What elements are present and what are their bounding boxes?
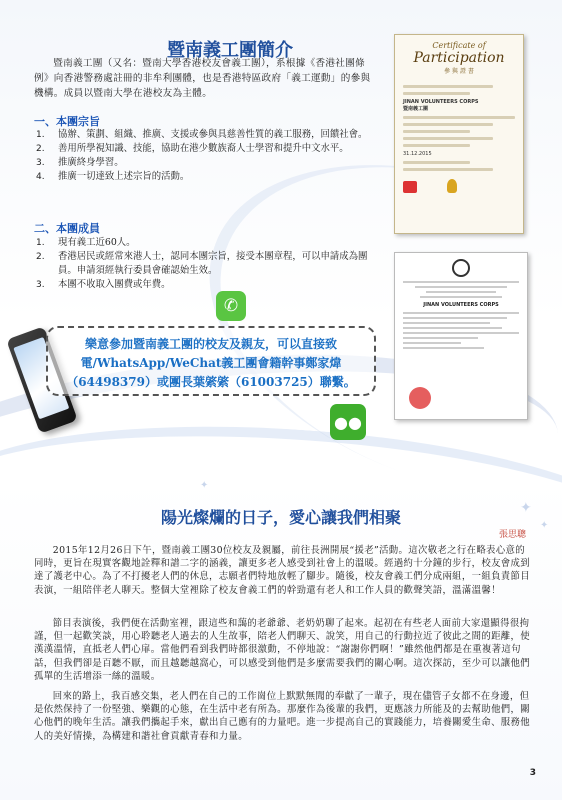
members-list — [36, 236, 382, 292]
contact-box: 樂意參加暨南義工團的校友及親友，可以直接致電/WhatsApp/WeChat義工團會籍幹事鄭家煒（64498379）或團長葉綮綮（61003725）聯繫。 — [46, 326, 376, 396]
list-item: 3. 推廣終身學習。 — [36, 157, 124, 168]
section-heading-aims: 一、本團宗旨 — [34, 115, 100, 128]
police-emblem-icon — [452, 259, 470, 277]
list-item: 1. 現有義工近60人。 — [36, 237, 136, 248]
official-stamp-icon — [409, 387, 431, 409]
article-paragraph: 節目表演後，我們便在活動室裡，跟這些和藹的老爺爺、老奶奶聊了起來。起初在有些老人面前大家還顯得很拘謹，但一起歡笑談，用心聆聽老人過去的人生故事，陪老人們聊天、說笑，用自己的行動拉近了彼此之間的距離，使漢漢溫情，直抵老人們心扉。當他們看到我們時都很激動，不停地說：“謝謝你們啊！”雖然他們都是在重複著這句話，但我們卻是百聽不厭，而且越聽越窩心，可以感受到他們是多麼需要我們的關心啊。這次探訪，至少可以讓他們孤單的生活增添一絲的溫暖。 — [34, 618, 530, 682]
participation-certificate-image: Certificate of Participation 參 與 證 書 JINAN VOLUNTEERS CORPS 暨南義工團 31.12.2015 — [394, 34, 524, 234]
list-item: 1. 協辦、策劃、組織、推廣、支援或參與具慈善性質的義工服務，回饋社會。 — [36, 129, 368, 140]
page-title: 暨南義工團簡介 — [167, 40, 293, 61]
list-item: 3. 本團不收取入團費或年費。 — [36, 279, 171, 290]
registration-certificate-image: JINAN VOLUNTEERS CORPS — [394, 252, 528, 420]
list-item: 2. 香港居民或經常來港人士，認同本團宗旨，接受本團章程，可以申請成為團員。申請須經執行委員會確認始生效。 — [36, 251, 368, 276]
intro-paragraph: 暨南義工團（又名：暨南大學香港校友會義工團），系根據《香港社團條例》向香港警務處註冊的非牟利團體，也是香港特區政府「義工運動」的參與機構。成員以暨南大學在港校友為主體。 — [34, 58, 371, 99]
sparkle-icon: ✦ — [520, 500, 532, 516]
list-item: 2. 善用所學視知識、技能，協助在港少數族裔人士學習和提升中文水平。 — [36, 143, 349, 154]
section-heading-members: 二、本團成員 — [34, 222, 100, 235]
logo-icon — [403, 181, 417, 193]
page-number: 3 — [529, 768, 536, 778]
article-title: 陽光燦爛的日子，愛心讓我們相聚 — [160, 508, 401, 527]
sparkle-icon: ✦ — [200, 480, 209, 491]
sparkle-icon: ✦ — [540, 520, 549, 531]
article-paragraph: 回來的路上，我百感交集，老人們在自己的工作崗位上默默無聞的奉獻了一輩子，現在儘管子女都不在身邊，但是依然保持了一份堅強、樂觀的心態，在生活中老有所為。那麼作為後輩的我們，更應該力所能及的去幫助他們，關心他們的晚年生活。讓我們攜起手來，獻出自己應有的力量吧。進一步提高自己的實踐能力，培養關愛生命、服務他人的美好情操，為構建和諧社會貢獻青春和力量。 — [34, 691, 530, 742]
whatsapp-icon: ✆ — [216, 291, 246, 321]
aims-list — [36, 128, 382, 184]
wechat-icon: ●● — [330, 404, 366, 440]
article-paragraph: 2015年12月26日下午，暨南義工團30位校友及親屬，前往長洲開展“援老”活動。這次敬老之行在略表心意的同時，更旨在現實客觀地詮釋和譜二字的涵義，讓更多老人感受到社會上的溫暖。經過約十分鐘的步行，校友會成到達了護老中心。為了不打擾老人們的休息，志願者們特地放輕了腳步。隨後，校友會義工們分成兩組，一組負責節目表演，一組陪伴老人聊天。整個大堂裡除了校友會義工們的幹勁還有老人和工作人員的歡聲笑語，溫滿溫馨！ — [34, 545, 530, 596]
logo-icon — [447, 179, 457, 193]
list-item: 4. 推廣一切達致上述宗旨的活動。 — [36, 171, 190, 182]
article-author: 張思聰 — [498, 530, 526, 540]
